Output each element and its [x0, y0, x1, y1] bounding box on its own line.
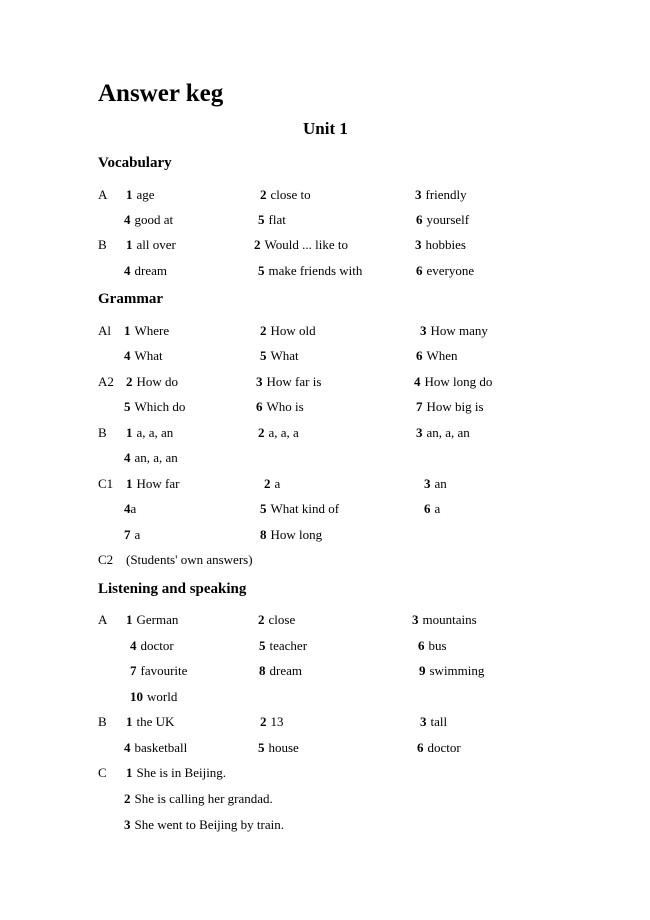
answer-item: 8 How long	[260, 527, 323, 542]
answer-item: 4 good at	[124, 212, 174, 227]
answer-item: 2 a	[264, 476, 281, 491]
answer-item: 2 How old	[260, 323, 316, 338]
answer-item: 5 teacher	[259, 638, 308, 653]
row-label: B	[98, 237, 107, 252]
answer-item: 6 doctor	[417, 740, 461, 755]
answer-item: 4 basketball	[124, 740, 188, 755]
listening-heading: Listening and speaking	[98, 581, 247, 597]
answer-item: 3 tall	[420, 714, 448, 729]
answer-item: 6 Who is	[256, 399, 304, 414]
answer-item: 3 How many	[420, 323, 488, 338]
answer-item: 1 How far	[126, 476, 180, 491]
answer-item: 8 dream	[259, 663, 302, 678]
answer-item: 6 bus	[418, 638, 447, 653]
answer-item: 6 everyone	[416, 263, 475, 278]
unit-heading: Unit 1	[303, 119, 348, 138]
answer-item: 4 What	[124, 348, 163, 363]
row-label: C	[98, 765, 107, 780]
row-label: B	[98, 425, 107, 440]
answer-item: 5 What kind of	[260, 501, 340, 516]
answer-item: 4 an, a, an	[124, 450, 178, 465]
answer-item: 4 doctor	[130, 638, 174, 653]
answer-item: 2 close to	[260, 187, 311, 202]
answer-item: 2 13	[260, 714, 284, 729]
vocabulary-heading: Vocabulary	[98, 155, 172, 171]
answer-item: 1 Where	[124, 323, 170, 338]
answer-item: 3 an, a, an	[416, 425, 470, 440]
answer-item: 1 age	[126, 187, 155, 202]
answer-item: 5 flat	[258, 212, 286, 227]
answer-item: 3 She went to Beijing by train.	[124, 817, 284, 832]
answer-item: 1 all over	[126, 237, 176, 252]
answer-item: 5 house	[258, 740, 299, 755]
answer-item: 6 a	[424, 501, 441, 516]
page-title: Answer keg	[98, 80, 224, 107]
answer-item: 2 a, a, a	[258, 425, 299, 440]
answer-item: 2 close	[258, 612, 296, 627]
grammar-heading: Grammar	[98, 291, 163, 307]
row-label: C1	[98, 476, 114, 491]
answer-item: 3 hobbies	[415, 237, 466, 252]
answer-item: 7 a	[124, 527, 141, 542]
answer-item: 2 Would ... like to	[254, 237, 348, 252]
answer-item: 2 She is calling her grandad.	[124, 791, 273, 806]
answer-item: 7 favourite	[130, 663, 188, 678]
answer-item: 4 How long do	[414, 374, 493, 389]
row-label: A2	[98, 374, 114, 389]
answer-item: 3 friendly	[415, 187, 467, 202]
answer-item: 3 How far is	[256, 374, 322, 389]
answer-item: 1 German	[126, 612, 179, 627]
row-label: B	[98, 714, 107, 729]
answer-item: 6 When	[416, 348, 458, 363]
answer-item: 1 the UK	[126, 714, 175, 729]
answer-item: 2 How do	[126, 374, 179, 389]
row-label: C2	[98, 552, 114, 567]
row-label: Al	[98, 323, 111, 338]
answer-item: 5 Which do	[124, 399, 186, 414]
answer-item: 6 yourself	[416, 212, 470, 227]
answer-item: 1 a, a, an	[126, 425, 174, 440]
answer-item: 5 What	[260, 348, 299, 363]
answer-item: 7 How big is	[416, 399, 484, 414]
answer-item: 3 mountains	[412, 612, 477, 627]
answer-item: 5 make friends with	[258, 263, 363, 278]
answer-item: 1 She is in Beijing.	[126, 765, 227, 780]
answer-item: 10 world	[130, 689, 178, 704]
answer-item: 9 swimming	[419, 663, 485, 678]
answer-item: 4 dream	[124, 263, 167, 278]
answer-item: 3 an	[424, 476, 447, 491]
row-label: A	[98, 612, 108, 627]
answer-item: 4a	[124, 501, 137, 516]
answer-text: (Students' own answers)	[126, 552, 253, 567]
row-label: A	[98, 187, 108, 202]
